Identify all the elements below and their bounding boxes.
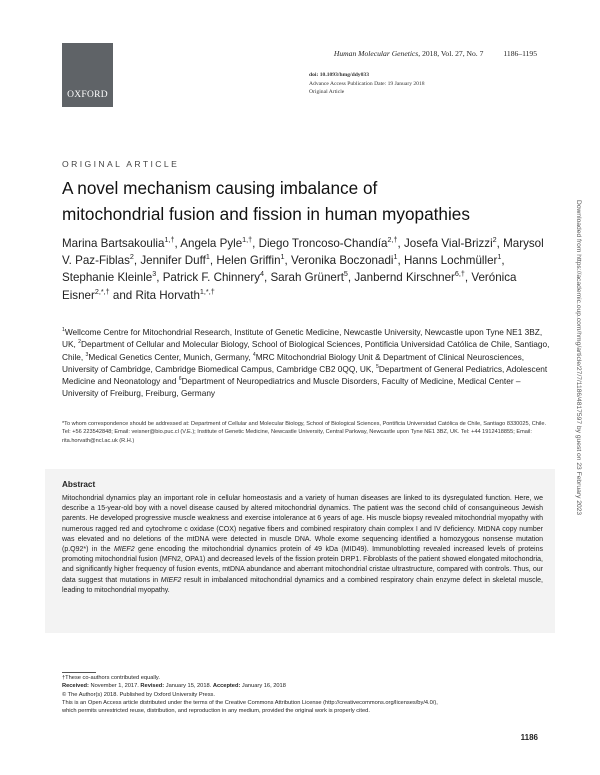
author-affiliation-marker: 1,*,†	[199, 286, 215, 296]
affiliation-text: Department of Cellular and Molecular Biology, School of Biological Sciences, Pontificia Universidad Católica de Chile, Santiago, Chile,	[62, 339, 550, 362]
article-meta	[309, 71, 425, 97]
article-type: Original Article	[309, 89, 345, 96]
author-affiliation-marker: 6,†	[454, 269, 465, 279]
affiliation-text: Wellcome Centre for Mitochondrial Research, Institute of Genetic Medicine, Newcastle University, Newcastle upon Tyne NE1 3BZ, UK,	[62, 327, 543, 350]
author-affiliation-marker: 1,†	[164, 235, 175, 245]
author-affiliation-marker: 1,†	[242, 235, 253, 245]
author-name: Sarah Grünert	[270, 271, 344, 285]
author-name: Rita Horvath	[135, 288, 200, 302]
dates-line	[62, 682, 552, 690]
author-separator: ,	[252, 237, 259, 250]
author-separator: ,	[496, 237, 504, 250]
affiliation-number: 3	[85, 351, 89, 358]
author-separator: and	[109, 288, 136, 302]
page-number: 1186	[520, 733, 538, 742]
author-separator: ,	[156, 271, 163, 285]
journal-details: , 2018, Vol. 27, No. 7	[418, 49, 484, 58]
author-affiliation-marker: 3	[152, 269, 157, 279]
author-name: Helen Griffin	[216, 254, 281, 268]
author-separator: ,	[174, 237, 181, 250]
revised-label: Revised:	[140, 683, 165, 690]
author-affiliation-marker: 4	[260, 269, 264, 279]
affiliation-text: MRC Mitochondrial Biology Unit & Department of Clinical Neurosciences, University of Cambridge, Cambridge Biomedical Campus, Cambridge CB2 0QQ, UK,	[62, 351, 525, 374]
author-affiliation-marker: 1	[497, 252, 502, 262]
abstract-text	[62, 494, 543, 596]
author-list	[62, 235, 552, 304]
copyright-line: © The Author(s) 2018. Published by Oxford University Press.	[62, 691, 215, 698]
author-separator: ,	[209, 254, 217, 268]
author-name: Patrick F. Chinnery	[162, 271, 260, 285]
author-separator: ,	[501, 254, 505, 268]
author-affiliation-marker: 1	[280, 252, 285, 262]
article-title	[62, 175, 562, 227]
gene-name: MIEF2	[160, 576, 182, 584]
author-name: Diego Troncoso-Chandía	[258, 237, 388, 250]
author-affiliation-marker: 2,*,†	[94, 286, 110, 296]
section-label: ORIGINAL ARTICLE	[62, 159, 180, 169]
author-name: Veronika Boczonadi	[291, 254, 394, 268]
author-separator: ,	[397, 237, 404, 250]
correspondence-note: *To whom correspondence should be addressed at: Department of Cellular and Molecular Biology, School of Biological Sciences, Pontificia Universidad Católica de Chile, Santiago 8330025, Chile. Tel: +56 223542848; Email: veisner@bio.puc.cl (V.E.); Institute of Genetic Medicine, Newcastle University, Central Parkway, Newcastle upon Tyne NE1 3BZ, UK. Tel: +44 1912418855; Email: rita.horvath@ncl.ac.uk (R.H.)	[62, 421, 547, 444]
author-separator: ,	[264, 271, 271, 285]
author-affiliation-marker: 1	[205, 252, 210, 262]
author-separator: ,	[464, 271, 472, 285]
journal-name: Human Molecular Genetics	[333, 49, 419, 58]
author-name: Angela Pyle	[180, 237, 243, 250]
affiliation-number: 4	[252, 351, 256, 358]
received-date: November 1, 2017.	[88, 683, 141, 690]
footnote-divider	[62, 672, 96, 673]
author-name: Marysol V. Paz-Fiblas	[62, 237, 544, 268]
author-affiliation-marker: 2	[492, 235, 497, 245]
footnotes	[62, 674, 552, 715]
download-side-note	[574, 200, 583, 578]
doi[interactable]: doi: 10.1093/hmg/ddy033	[309, 72, 369, 78]
affiliation-text: Medical Genetics Center, Munich, Germany,	[88, 351, 253, 362]
license-line-2: which permits unrestricted reuse, distribution, and reproduction in any medium, provided the original work is properly cited.	[62, 708, 370, 715]
download-side-note-text[interactable]: Downloaded from https://academic.oup.com/hmg/article/27/7/1186/4817597 by guest on 23 February 2023	[575, 200, 582, 516]
title-line-2: mitochondrial fusion and fission in human myopathies	[62, 204, 470, 224]
author-name: Hanns Lochmüller	[403, 254, 498, 268]
author-separator: ,	[397, 254, 404, 268]
affiliation-number: 6	[178, 376, 182, 383]
journal-citation	[334, 49, 537, 58]
affiliation-text: Department of General Pediatrics, Adolescent Medicine and Neonatology and	[62, 363, 548, 387]
author-affiliation-marker: 1	[393, 252, 398, 262]
abstract-text-part: result in imbalanced mitochondrial dynamics and a combined respiratory chain enzyme defect in skeletal muscle, leading to mitochondrial myopathy.	[62, 576, 543, 594]
title-line-1: A novel mechanism causing imbalance of	[62, 178, 378, 198]
author-affiliation-marker: 2	[129, 252, 134, 262]
accepted-label: Accepted:	[212, 683, 241, 690]
oxford-logo-text: OXFORD	[67, 90, 108, 100]
author-name: Stephanie Kleinle	[62, 271, 153, 285]
affiliations	[62, 326, 552, 400]
author-separator: ,	[284, 254, 291, 268]
author-separator: ,	[347, 271, 355, 285]
accepted-date: January 16, 2018	[240, 683, 286, 690]
affiliation-number: 5	[376, 364, 379, 371]
abstract-text-part: gene encoding the mitochondrial dynamics protein of 49 kDa (MID49). Immunoblotting revealed increased levels of proteins promoting mitochondrial fusion (MFN2, OPA1) and decreased levels of the fission protein DRP1. Fibroblasts of the patient showed elongated mitochondria, and significantly higher frequency of fusion events, mtDNA abundance and aberrant mitochondrial cristae ultrastructure, compared with controls. Thus, our data suggest that mutations in	[62, 546, 543, 584]
abstract-text-part: Mitochondrial dynamics play an important role in cellular homeostasis and a variety of human diseases are linked to its dysregulated function. Here, we describe a 15-year-old boy with a novel disease caused by altered mitochondrial dynamics. The patient was the second child of consanguineous Jewish parents. He developed progressive muscle weakness and exercise intolerance at 6 years of age. His muscle biopsy revealed mitochondrial myopathy with numerous ragged red and cytochrome c oxidase (COX) negative fibers and combined respiratory chain complex I and IV deficiency. MtDNA copy number was elevated and no deletions of the mtDNA were detected in muscle DNA. Whole exome sequencing identified a homozygous nonsense mutation (p.Q92*) in the	[62, 495, 543, 554]
affiliation-text: Department of Neuropediatrics and Muscle Disorders, Faculty of Medicine, Medical Center – University of Freiburg, Freiburg, Germany	[62, 376, 521, 399]
license-line-1[interactable]: This is an Open Access article distributed under the terms of the Creative Commons Attribution License (http://creativecommons.org/licenses/by/4.0/),	[62, 699, 438, 706]
revised-date: January 15, 2018.	[164, 683, 213, 690]
author-affiliation-marker: 5	[343, 269, 348, 279]
oxford-logo	[62, 43, 113, 107]
affiliation-number: 2	[78, 339, 81, 346]
page-range: 1186–1195	[503, 49, 537, 58]
affiliation-number: 1	[62, 327, 65, 334]
author-name: Josefa Vial-Brizzi	[403, 237, 493, 250]
author-separator: ,	[133, 254, 141, 268]
author-name: Janbernd Kirschner	[354, 271, 455, 285]
author-name: Verónica Eisner	[62, 271, 517, 302]
author-name: Marina Bartsakoulia	[62, 237, 165, 250]
advance-access-date: Advance Access Publication Date: 19 January 2018	[309, 80, 425, 87]
equal-contribution-note: †These co-authors contributed equally.	[62, 675, 160, 681]
author-affiliation-marker: 2,†	[387, 235, 398, 245]
abstract-heading: Abstract	[62, 480, 96, 489]
author-name: Jennifer Duff	[140, 254, 206, 268]
received-label: Received:	[62, 683, 89, 690]
gene-name: MIEF2	[113, 546, 135, 554]
